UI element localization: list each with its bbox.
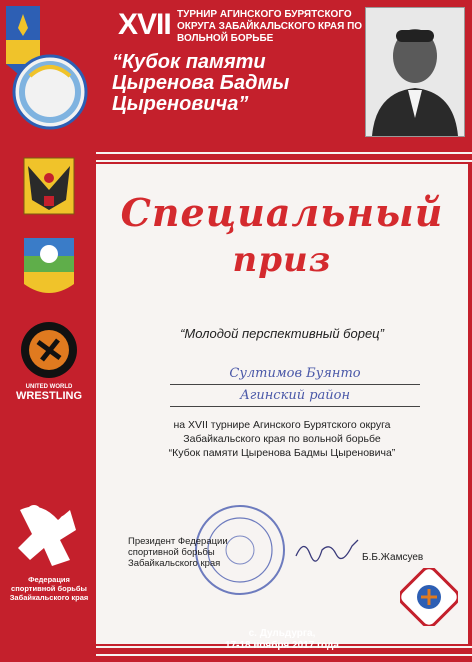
federation-line3: Забайкальского края (9, 593, 89, 602)
cup-title: “Кубок памяти Цыренова Бадмы Цыреновича” (112, 51, 290, 115)
recipient-district: Агинский район (170, 388, 420, 407)
uww-line1: UNITED WORLD (25, 384, 73, 390)
federation-line2: спортивной борьбы (11, 584, 87, 593)
sidebar-emblems (0, 0, 96, 662)
portrait-image (366, 8, 464, 136)
award-title-line1: Специальный (120, 190, 444, 235)
description-line3: “Кубок памяти Цыренова Бадмы Цыреновича” (168, 447, 396, 459)
tournament-logo (400, 568, 458, 626)
federation-logo (18, 505, 76, 566)
recipient-name: Султимов Буянто (170, 366, 420, 385)
description-line2: Забайкальского края по вольной борьбе (183, 433, 381, 445)
nomination: “Молодой перспективный борец” (180, 326, 384, 341)
award-description (96, 418, 468, 460)
signature-mark (292, 532, 362, 566)
federation-label (6, 575, 92, 602)
anniversary-badge (14, 56, 86, 128)
uww-logo (21, 322, 77, 378)
tournament-number: XVII (118, 8, 171, 41)
federation-line1: Федерация (28, 575, 70, 584)
position-line2: спортивной борьбы (128, 547, 215, 558)
signatory-name: Б.Б.Жамсуев (362, 552, 424, 563)
zabaykalsky-coat-of-arms (24, 158, 74, 214)
portrait-photo (365, 7, 465, 137)
event-place-date (96, 628, 468, 652)
position-line3: Забайкальского края (128, 558, 221, 569)
description-line1: на XVII турнире Агинского Бурятского округа (173, 419, 391, 431)
aginsky-coat-of-arms (24, 238, 74, 293)
signatory-position (128, 536, 238, 569)
tournament-subtitle: ТУРНИР АГИНСКОГО БУРЯТСКОГО ОКРУГА ЗАБАЙКАЛЬСКОГО КРАЯ ПО ВОЛЬНОЙ БОРЬБЕ (177, 9, 363, 44)
top-ornament (96, 150, 472, 164)
award-title-line2: приз (232, 240, 332, 280)
position-line1: Президент Федерации (128, 536, 228, 547)
event-place: с. Дульдурга, (248, 628, 316, 639)
uww-label (6, 384, 92, 402)
event-date: 17-18 ноября 2017 года (225, 640, 339, 651)
uww-line2: WRESTLING (16, 390, 82, 402)
